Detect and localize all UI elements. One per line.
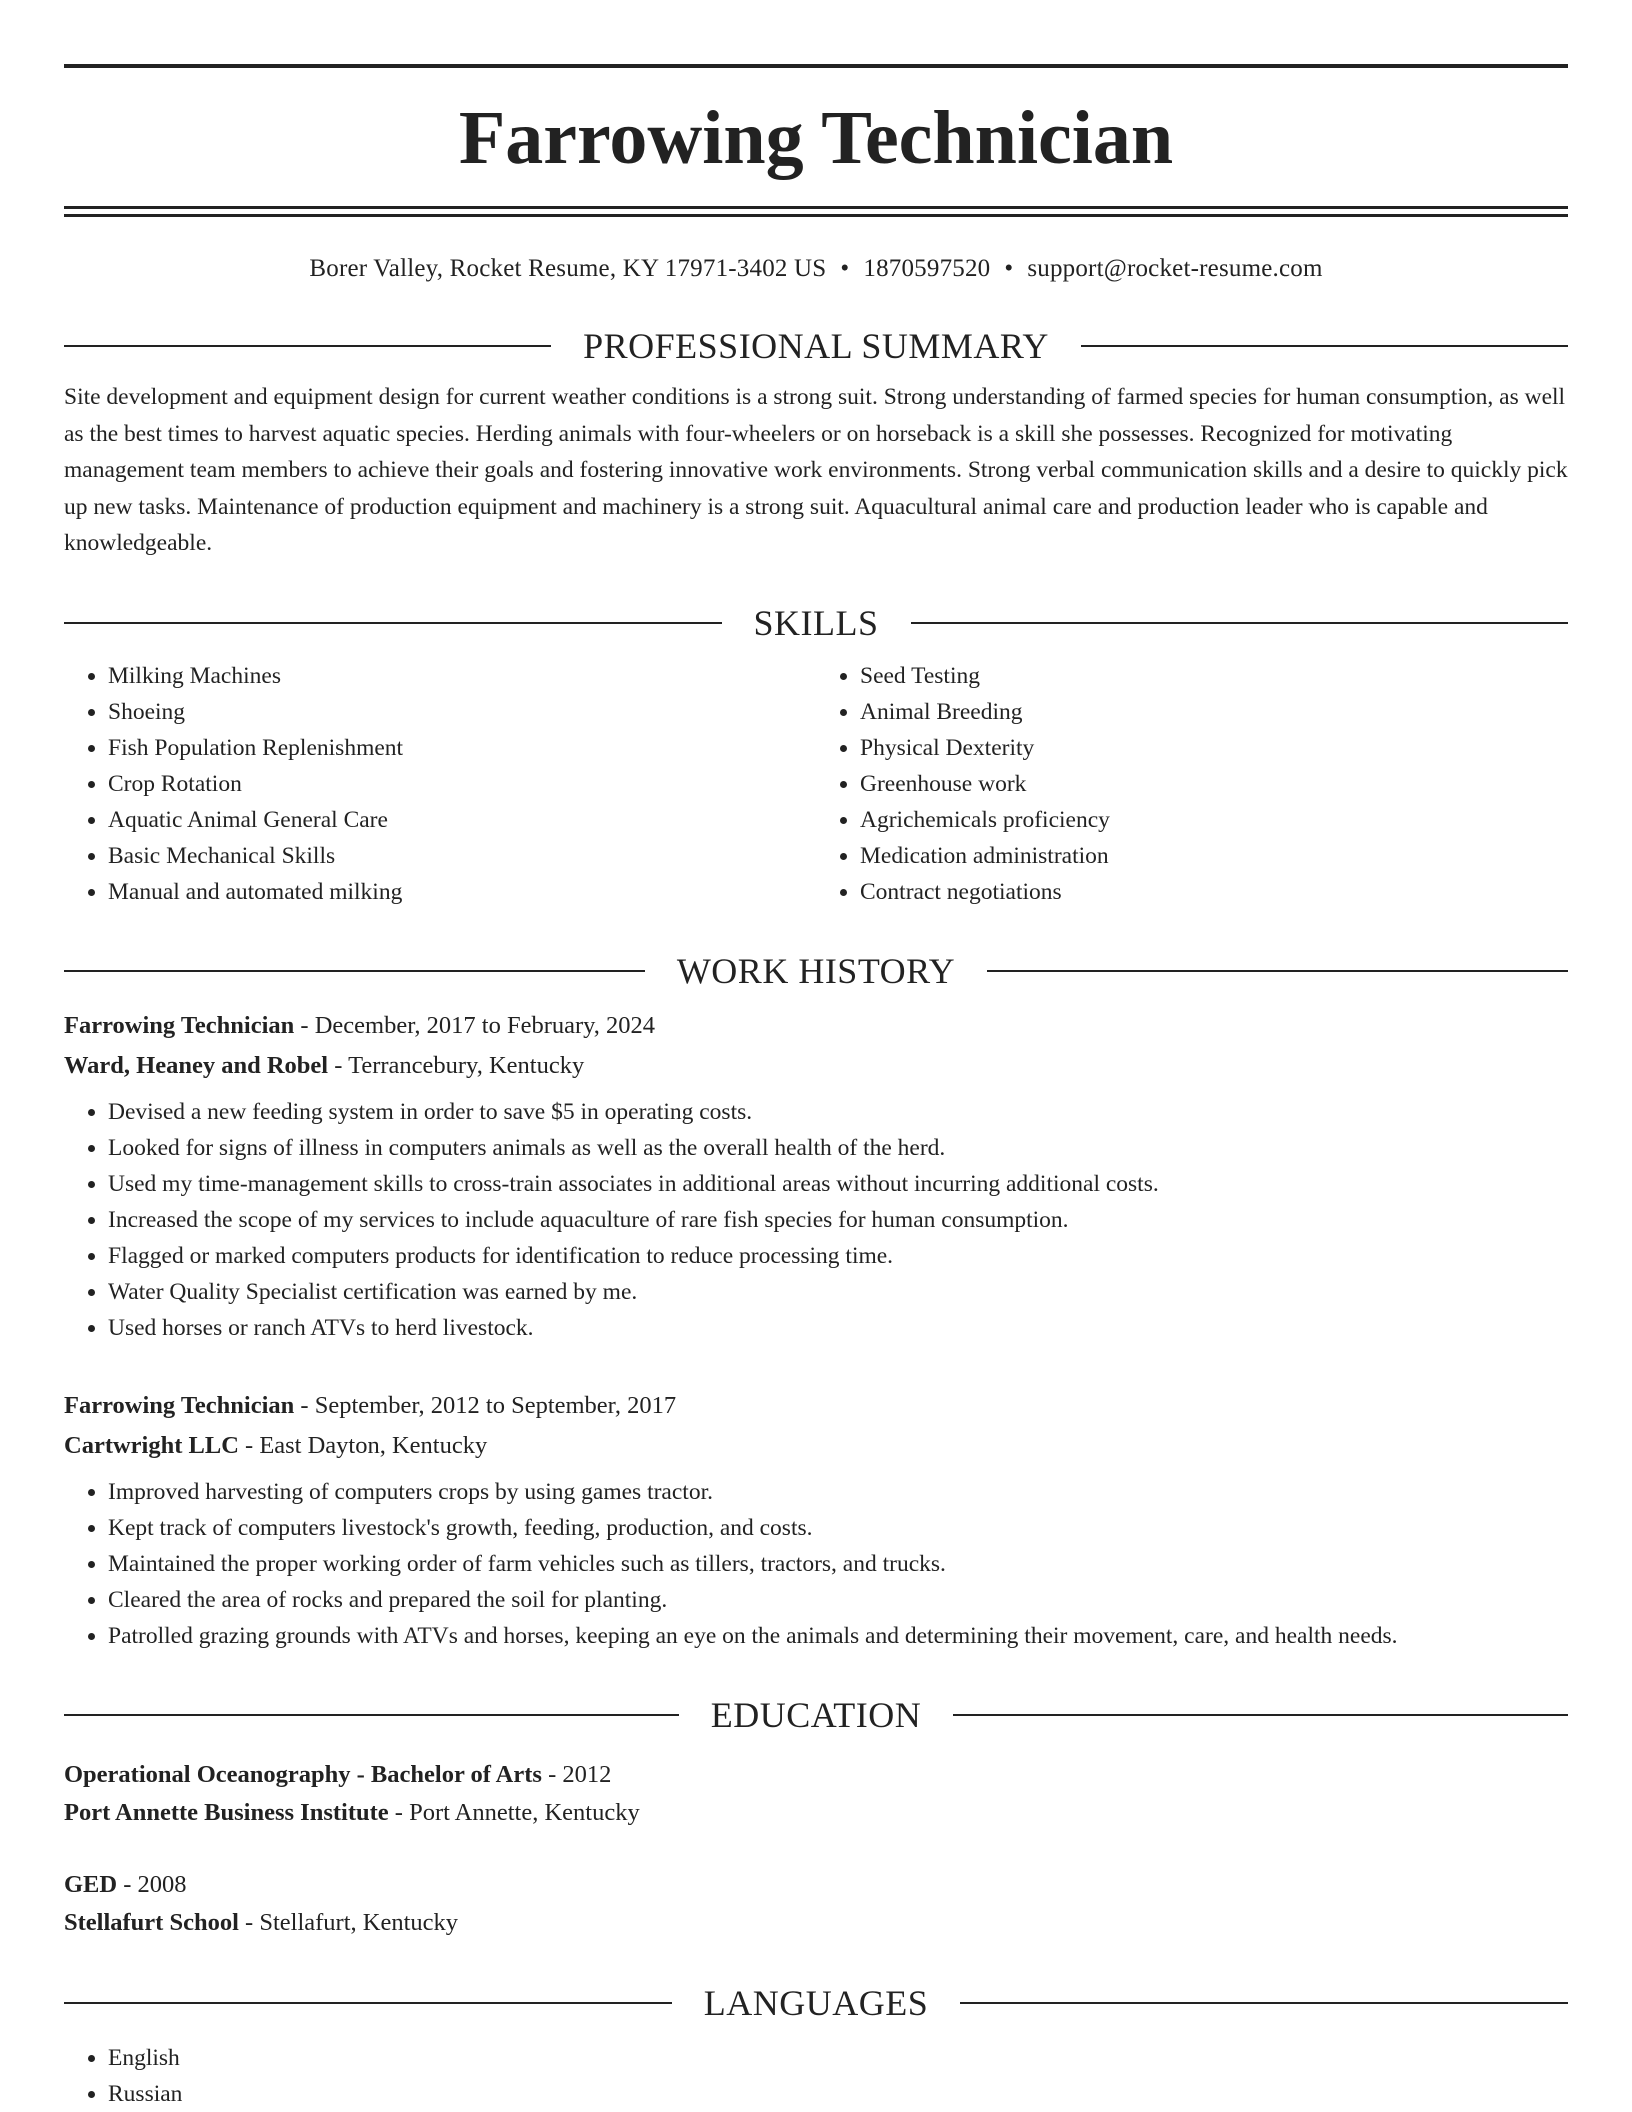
section-heading-education xyxy=(64,1694,1568,1736)
section-title: EDUCATION xyxy=(710,1694,922,1735)
heading-rule xyxy=(64,622,722,624)
education-location: Stellafurt, Kentucky xyxy=(259,1908,458,1936)
resume-page xyxy=(64,0,1568,2112)
section-title: SKILLS xyxy=(753,602,879,643)
contact-separator: • xyxy=(1004,255,1014,282)
job-bullet: • Used horses or ranch ATVs to herd livestock. xyxy=(108,1310,1568,1346)
job-company-line xyxy=(64,1426,1568,1466)
dash: - xyxy=(238,1431,260,1459)
heading-rule xyxy=(953,1714,1568,1716)
contact-address: Borer Valley, Rocket Resume, KY 17971-3402 US xyxy=(309,255,827,282)
section-heading-skills xyxy=(64,602,1568,644)
double-rule xyxy=(64,206,1568,217)
skills-columns xyxy=(64,658,1568,910)
skill-item: • Milking Machines xyxy=(108,658,816,694)
skill-item: • Physical Dexterity xyxy=(860,730,1568,766)
education-entry xyxy=(64,1866,1568,1942)
section-heading-work xyxy=(64,950,1568,992)
job-location: East Dayton, Kentucky xyxy=(259,1431,488,1459)
job-dates: December, 2017 to February, 2024 xyxy=(314,1011,656,1039)
job-entry xyxy=(64,1006,1568,1346)
heading-rule xyxy=(911,622,1569,624)
job-company: Cartwright LLC xyxy=(64,1431,239,1459)
section-title: LANGUAGES xyxy=(703,1982,929,2023)
job-bullet: • Used my time-management skills to cross-train associates in additional areas without incurring additional costs. xyxy=(108,1166,1568,1202)
skill-item: • Fish Population Replenishment xyxy=(108,730,816,766)
section-heading-languages xyxy=(64,1982,1568,2024)
heading-rule xyxy=(64,1714,679,1716)
heading-rule xyxy=(64,345,551,347)
section-heading-summary xyxy=(64,325,1568,367)
dash: - xyxy=(541,1760,563,1788)
education-year: 2012 xyxy=(562,1760,612,1788)
heading-rule xyxy=(987,970,1568,972)
job-entry xyxy=(64,1386,1568,1654)
job-bullet: • Flagged or marked computers products for identification to reduce processing time. xyxy=(108,1238,1568,1274)
heading-rule xyxy=(960,2002,1568,2004)
top-rule xyxy=(64,64,1568,68)
contact-phone[interactable]: 1870597520 xyxy=(863,255,991,282)
education-degree: Operational Oceanography - Bachelor of Arts xyxy=(64,1760,542,1788)
contact-line xyxy=(64,253,1568,285)
dash: - xyxy=(388,1798,410,1826)
skill-item: • Manual and automated milking xyxy=(108,874,816,910)
education-degree-line xyxy=(64,1756,1568,1794)
dash: - xyxy=(238,1908,260,1936)
job-title-line xyxy=(64,1386,1568,1426)
skill-item: • Crop Rotation xyxy=(108,766,816,802)
skills-list-right xyxy=(816,658,1568,910)
heading-rule xyxy=(64,2002,672,2004)
education-entry xyxy=(64,1756,1568,1832)
job-location: Terrancebury, Kentucky xyxy=(348,1051,585,1079)
job-title: Farrowing Technician xyxy=(64,1011,295,1039)
language-item: • Russian xyxy=(108,2076,1568,2112)
job-bullet: • Devised a new feeding system in order to save $5 in operating costs. xyxy=(108,1094,1568,1130)
dash: - xyxy=(294,1011,315,1039)
education-school-line xyxy=(64,1904,1568,1942)
job-title-line xyxy=(64,1006,1568,1046)
languages-list xyxy=(64,2040,1568,2112)
skill-item: • Medication administration xyxy=(860,838,1568,874)
job-bullet: • Kept track of computers livestock's growth, feeding, production, and costs. xyxy=(108,1510,1568,1546)
job-bullets xyxy=(64,1474,1568,1654)
skill-item: • Animal Breeding xyxy=(860,694,1568,730)
job-bullets xyxy=(64,1094,1568,1346)
skill-item: • Shoeing xyxy=(108,694,816,730)
job-bullet: • Patrolled grazing grounds with ATVs and horses, keeping an eye on the animals and determining their movement, care, and health needs. xyxy=(108,1618,1568,1654)
skill-item: • Contract negotiations xyxy=(860,874,1568,910)
education-school: Stellafurt School xyxy=(64,1908,239,1936)
summary-text: Site development and equipment design for current weather conditions is a strong suit. Strong understanding of farmed species for human consumption, as well as the best times to harvest aquatic species. Herding animals with four-wheelers or on horseback is a skill she possesses. Recognized for motivating management team members to achieve their goals and fostering innovative work environments. Strong verbal communication skills and a desire to quickly pick up new tasks. Maintenance of production equipment and machinery is a strong suit. Aquacultural animal care and production leader who is capable and knowledgeable. xyxy=(64,384,1568,556)
skill-item: • Greenhouse work xyxy=(860,766,1568,802)
job-bullet: • Water Quality Specialist certification was earned by me. xyxy=(108,1274,1568,1310)
education-year: 2008 xyxy=(137,1870,187,1898)
job-bullet: • Cleared the area of rocks and prepared the soil for planting. xyxy=(108,1582,1568,1618)
skill-item: • Basic Mechanical Skills xyxy=(108,838,816,874)
education-location: Port Annette, Kentucky xyxy=(409,1798,640,1826)
job-bullet: • Increased the scope of my services to include aquaculture of rare fish species for human consumption. xyxy=(108,1202,1568,1238)
job-bullet: • Improved harvesting of computers crops by using games tractor. xyxy=(108,1474,1568,1510)
skill-item: • Aquatic Animal General Care xyxy=(108,802,816,838)
language-item: • English xyxy=(108,2040,1568,2076)
job-dates: September, 2012 to September, 2017 xyxy=(314,1391,677,1419)
job-title: Farrowing Technician xyxy=(64,1391,295,1419)
candidate-name: Farrowing Technician xyxy=(458,96,1174,180)
job-bullet: • Looked for signs of illness in computers animals as well as the overall health of the herd. xyxy=(108,1130,1568,1166)
dash: - xyxy=(117,1870,138,1898)
dash: - xyxy=(294,1391,315,1419)
skill-item: • Seed Testing xyxy=(860,658,1568,694)
education-degree-line xyxy=(64,1866,1568,1904)
education-school: Port Annette Business Institute xyxy=(64,1798,389,1826)
job-company: Ward, Heaney and Robel xyxy=(64,1051,329,1079)
heading-rule xyxy=(64,970,645,972)
job-company-line xyxy=(64,1046,1568,1086)
education-school-line xyxy=(64,1794,1568,1832)
section-title: PROFESSIONAL SUMMARY xyxy=(583,326,1049,366)
section-title: WORK HISTORY xyxy=(676,950,956,991)
job-bullet: • Maintained the proper working order of farm vehicles such as tillers, tractors, and trucks. xyxy=(108,1546,1568,1582)
skills-list-left xyxy=(64,658,816,910)
contact-separator: • xyxy=(840,255,850,282)
dash: - xyxy=(328,1051,349,1079)
education-degree: GED xyxy=(64,1870,118,1898)
heading-rule xyxy=(1081,345,1568,347)
contact-email[interactable]: support@rocket-resume.com xyxy=(1027,255,1323,282)
skill-item: • Agrichemicals proficiency xyxy=(860,802,1568,838)
